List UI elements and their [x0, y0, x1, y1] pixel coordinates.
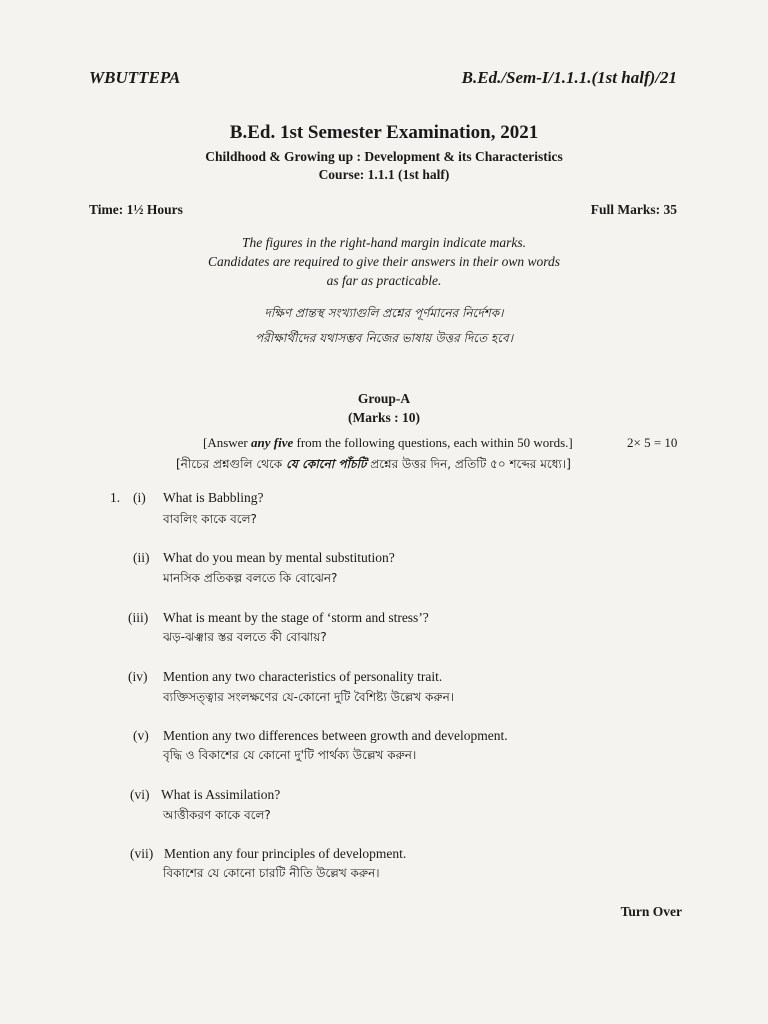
question-label: (v) — [133, 728, 149, 743]
question-label: (iv) — [128, 669, 148, 684]
question-number: 1. — [110, 490, 121, 505]
exam-title: B.Ed. 1st Semester Examination, 2021 — [229, 122, 539, 143]
exam-subject: Childhood & Growing up : Development & its Characteristics — [205, 149, 563, 164]
header-paper-code: B.Ed./Sem-I/1.1.1.(1st half)/21 — [461, 68, 677, 87]
answer-instruction-bn-emphasis: যে কোনো পাঁচটি — [286, 457, 367, 471]
instruction-line-2: Candidates are required to give their answers in their own words — [208, 254, 560, 269]
question-text-bn: বাবলিং কাকে বলে? — [163, 512, 257, 526]
exam-time: Time: 1½ Hours — [89, 202, 183, 217]
turn-over-label: Turn Over — [620, 904, 682, 919]
answer-instruction-pre: [Answer — [203, 435, 252, 450]
group-marks: (Marks : 10) — [348, 410, 420, 425]
instruction-line-1: The figures in the right-hand margin indicate marks. — [242, 235, 526, 250]
instruction-bn-line-2: পরীক্ষার্থীদের যথাসম্ভব নিজের ভাষায় উত্তর দিতে হবে। — [255, 331, 513, 345]
question-text: What is Assimilation? — [161, 787, 281, 802]
question-text-bn: আত্তীকরণ কাকে বলে? — [163, 808, 271, 822]
header-institution: WBUTTEPA — [89, 68, 181, 87]
question-text-bn: বৃদ্ধি ও বিকাশের যে কোনো দু'টি পার্থক্য উল্লেখ করুন। — [163, 748, 417, 762]
answer-instruction-emphasis: any five — [251, 435, 294, 450]
question-text: Mention any four principles of development. — [164, 846, 407, 861]
answer-instruction-bn-pre: [নীচের প্রশ্নগুলি থেকে — [176, 457, 287, 471]
answer-marks: 2× 5 = 10 — [627, 435, 678, 450]
instruction-bn-line-1: দক্ষিণ প্রান্তস্থ সংখ্যাগুলি প্রশ্নের পূর্ণমানের নির্দেশক। — [264, 306, 504, 320]
exam-course: Course: 1.1.1 (1st half) — [318, 167, 450, 182]
answer-instruction-bn-post: প্রশ্নের উত্তর দিন, প্রতিটি ৫০ শব্দের মধ্যে।] — [366, 457, 571, 471]
question-text-bn: ঝড়-ঝঞ্ঝার স্তর বলতে কী বোঝায়? — [163, 630, 327, 644]
exam-full-marks: Full Marks: 35 — [590, 202, 677, 217]
question-label: (ii) — [133, 550, 150, 565]
question-label: (vii) — [130, 846, 154, 861]
question-text: Mention any two characteristics of personality trait. — [163, 669, 443, 684]
question-text: What is Babbling? — [163, 490, 264, 505]
question-text-bn: ব্যক্তিসত্ত্বার সংলক্ষণের যে-কোনো দুটি বৈশিষ্ট্য উল্লেখ করুন। — [163, 690, 455, 704]
question-text-bn: বিকাশের যে কোনো চারটি নীতি উল্লেখ করুন। — [163, 866, 380, 880]
question-label: (vi) — [130, 787, 150, 802]
question-text: What is meant by the stage of ‘storm and stress’? — [163, 610, 429, 625]
instruction-line-3: as far as practicable. — [326, 273, 442, 288]
question-label: (i) — [133, 490, 146, 505]
answer-instruction-bn — [176, 456, 571, 476]
answer-instruction-post: from the following questions, each within 50 words.] — [293, 435, 573, 450]
group-name: Group-A — [357, 391, 411, 406]
question-text: Mention any two differences between growth and development. — [163, 728, 508, 743]
answer-instruction — [203, 435, 573, 451]
question-text-bn: মানসিক প্রতিকল্প বলতে কি বোঝেন? — [163, 571, 338, 585]
question-label: (iii) — [128, 610, 149, 625]
question-text: What do you mean by mental substitution? — [163, 550, 395, 565]
